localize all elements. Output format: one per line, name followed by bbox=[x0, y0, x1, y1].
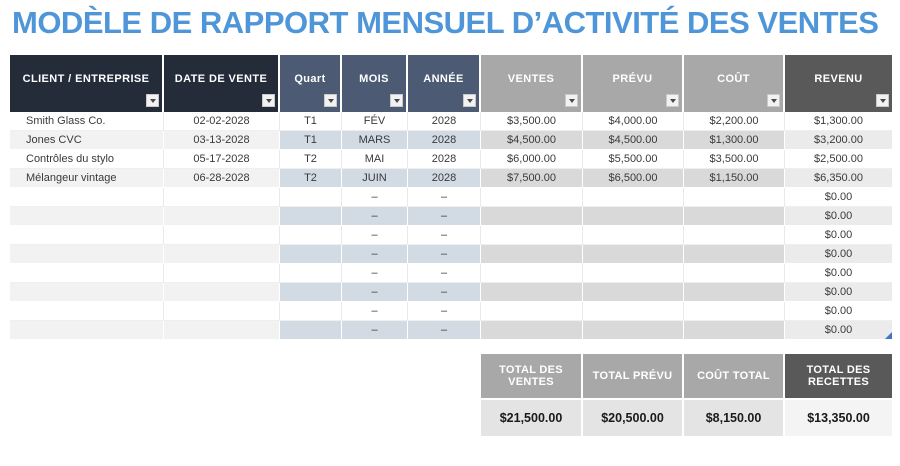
cell-revenue[interactable]: $0.00 bbox=[785, 207, 892, 226]
cell-client[interactable]: Smith Glass Co. bbox=[10, 112, 164, 131]
cell-year[interactable]: – bbox=[408, 302, 481, 321]
table-row bbox=[10, 245, 892, 264]
cell-cost[interactable] bbox=[684, 245, 785, 264]
cell-date[interactable] bbox=[164, 321, 280, 340]
cell-sales[interactable] bbox=[481, 245, 583, 264]
cell-year[interactable]: – bbox=[408, 264, 481, 283]
filter-button[interactable] bbox=[565, 94, 578, 107]
total-forecast-header: TOTAL PRÉVU bbox=[583, 354, 684, 398]
cell-revenue[interactable]: $6,350.00 bbox=[785, 169, 892, 188]
cell-sales[interactable] bbox=[481, 264, 583, 283]
cell-forecast[interactable] bbox=[583, 207, 684, 226]
cell-quarter[interactable] bbox=[280, 245, 342, 264]
cell-revenue[interactable]: $0.00 bbox=[785, 264, 892, 283]
cell-month[interactable]: MAI bbox=[342, 150, 408, 169]
table-body bbox=[10, 112, 892, 340]
column-header-forecast[interactable] bbox=[583, 55, 684, 112]
total-revenue-header: TOTAL DES RECETTES bbox=[785, 354, 892, 398]
total-cost-value[interactable]: $8,150.00 bbox=[684, 398, 785, 436]
chevron-down-icon bbox=[880, 99, 886, 103]
cell-quarter[interactable]: T1 bbox=[280, 131, 342, 150]
cell-forecast[interactable]: $4,000.00 bbox=[583, 112, 684, 131]
cell-client[interactable] bbox=[10, 226, 164, 245]
column-header-label: COÛT bbox=[717, 72, 750, 85]
cell-year[interactable]: – bbox=[408, 188, 481, 207]
filter-button[interactable] bbox=[666, 94, 679, 107]
cell-client[interactable] bbox=[10, 302, 164, 321]
cell-quarter[interactable] bbox=[280, 264, 342, 283]
cell-date[interactable]: 03-13-2028 bbox=[164, 131, 280, 150]
cell-quarter[interactable]: T1 bbox=[280, 112, 342, 131]
cell-sales[interactable] bbox=[481, 188, 583, 207]
cell-quarter[interactable] bbox=[280, 283, 342, 302]
cell-sales[interactable] bbox=[481, 321, 583, 340]
cell-cost[interactable] bbox=[684, 283, 785, 302]
column-header-label: DATE DE VENTE bbox=[174, 72, 268, 85]
cell-forecast[interactable] bbox=[583, 302, 684, 321]
cell-revenue[interactable]: $3,200.00 bbox=[785, 131, 892, 150]
column-header-label: MOIS bbox=[359, 72, 389, 85]
cell-revenue[interactable]: $0.00 bbox=[785, 321, 892, 340]
table-row bbox=[10, 150, 892, 169]
cell-forecast[interactable] bbox=[583, 188, 684, 207]
cell-year[interactable]: 2028 bbox=[408, 150, 481, 169]
cell-year[interactable]: – bbox=[408, 283, 481, 302]
filter-button[interactable] bbox=[463, 94, 476, 107]
cell-revenue[interactable]: $0.00 bbox=[785, 245, 892, 264]
cell-date[interactable] bbox=[164, 188, 280, 207]
filter-button[interactable] bbox=[390, 94, 403, 107]
cell-cost[interactable]: $2,200.00 bbox=[684, 112, 785, 131]
column-header-cost[interactable] bbox=[684, 55, 785, 112]
cell-sales[interactable]: $6,000.00 bbox=[481, 150, 583, 169]
total-revenue-value[interactable]: $13,350.00 bbox=[785, 398, 892, 436]
column-header-year[interactable] bbox=[408, 55, 481, 112]
cell-client[interactable] bbox=[10, 321, 164, 340]
chevron-down-icon bbox=[467, 99, 473, 103]
table-resize-handle[interactable] bbox=[885, 332, 892, 339]
cell-revenue[interactable]: $1,300.00 bbox=[785, 112, 892, 131]
cell-quarter[interactable] bbox=[280, 321, 342, 340]
cell-month[interactable]: – bbox=[342, 321, 408, 340]
column-header-label: ANNÉE bbox=[423, 72, 464, 85]
cell-month[interactable]: MARS bbox=[342, 131, 408, 150]
cell-cost[interactable] bbox=[684, 321, 785, 340]
cell-cost[interactable] bbox=[684, 226, 785, 245]
table-row bbox=[10, 321, 892, 340]
cell-date[interactable] bbox=[164, 226, 280, 245]
cell-year[interactable]: 2028 bbox=[408, 169, 481, 188]
cell-quarter[interactable] bbox=[280, 302, 342, 321]
cell-cost[interactable] bbox=[684, 207, 785, 226]
table-row bbox=[10, 302, 892, 321]
chevron-down-icon bbox=[670, 99, 676, 103]
cell-date[interactable] bbox=[164, 207, 280, 226]
cell-date[interactable]: 06-28-2028 bbox=[164, 169, 280, 188]
cell-sales[interactable] bbox=[481, 226, 583, 245]
cell-month[interactable]: – bbox=[342, 207, 408, 226]
cell-year[interactable]: – bbox=[408, 321, 481, 340]
column-header-label: VENTES bbox=[507, 72, 555, 85]
cell-date[interactable]: 02-02-2028 bbox=[164, 112, 280, 131]
filter-button[interactable] bbox=[876, 94, 889, 107]
cell-client[interactable]: Jones CVC bbox=[10, 131, 164, 150]
chevron-down-icon bbox=[150, 99, 156, 103]
cell-client[interactable] bbox=[10, 283, 164, 302]
cell-quarter[interactable] bbox=[280, 226, 342, 245]
cell-revenue[interactable]: $0.00 bbox=[785, 302, 892, 321]
cell-revenue[interactable]: $2,500.00 bbox=[785, 150, 892, 169]
table-row bbox=[10, 188, 892, 207]
cell-quarter[interactable]: T2 bbox=[280, 150, 342, 169]
cell-client[interactable]: Mélangeur vintage bbox=[10, 169, 164, 188]
cell-client[interactable]: Contrôles du stylo bbox=[10, 150, 164, 169]
cell-month[interactable]: FÉV bbox=[342, 112, 408, 131]
cell-quarter[interactable]: T2 bbox=[280, 169, 342, 188]
cell-month[interactable]: – bbox=[342, 188, 408, 207]
cell-sales[interactable]: $3,500.00 bbox=[481, 112, 583, 131]
cell-quarter[interactable] bbox=[280, 188, 342, 207]
cell-cost[interactable] bbox=[684, 302, 785, 321]
cell-date[interactable] bbox=[164, 245, 280, 264]
cell-cost[interactable]: $1,300.00 bbox=[684, 131, 785, 150]
cell-forecast[interactable]: $5,500.00 bbox=[583, 150, 684, 169]
total-sales-header: TOTAL DES VENTES bbox=[481, 354, 583, 398]
cell-cost[interactable]: $1,150.00 bbox=[684, 169, 785, 188]
cell-date[interactable] bbox=[164, 283, 280, 302]
cell-date[interactable]: 05-17-2028 bbox=[164, 150, 280, 169]
cell-month[interactable]: – bbox=[342, 283, 408, 302]
chevron-down-icon bbox=[394, 99, 400, 103]
cell-year[interactable]: – bbox=[408, 245, 481, 264]
cell-revenue[interactable]: $0.00 bbox=[785, 188, 892, 207]
cell-forecast[interactable] bbox=[583, 321, 684, 340]
table-row bbox=[10, 131, 892, 150]
column-header-date[interactable] bbox=[164, 55, 280, 112]
table-row bbox=[10, 283, 892, 302]
table-row bbox=[10, 264, 892, 283]
cell-month[interactable]: – bbox=[342, 264, 408, 283]
column-header-quarter[interactable] bbox=[280, 55, 342, 112]
table-row bbox=[10, 226, 892, 245]
totals-header-row bbox=[481, 354, 892, 398]
cell-month[interactable]: – bbox=[342, 302, 408, 321]
cell-sales[interactable] bbox=[481, 283, 583, 302]
cell-sales[interactable]: $7,500.00 bbox=[481, 169, 583, 188]
cell-date[interactable] bbox=[164, 302, 280, 321]
cell-cost[interactable] bbox=[684, 264, 785, 283]
column-header-sales[interactable] bbox=[481, 55, 583, 112]
chevron-down-icon bbox=[266, 99, 272, 103]
cell-sales[interactable]: $4,500.00 bbox=[481, 131, 583, 150]
chevron-down-icon bbox=[771, 99, 777, 103]
cell-year[interactable]: – bbox=[408, 226, 481, 245]
cell-client[interactable] bbox=[10, 188, 164, 207]
total-forecast-value[interactable]: $20,500.00 bbox=[583, 398, 684, 436]
total-cost-header: COÛT TOTAL bbox=[684, 354, 785, 398]
filter-button[interactable] bbox=[262, 94, 275, 107]
total-sales-value[interactable]: $21,500.00 bbox=[481, 398, 583, 436]
cell-forecast[interactable] bbox=[583, 245, 684, 264]
column-header-label: CLIENT / ENTREPRISE bbox=[22, 72, 150, 85]
cell-revenue[interactable]: $0.00 bbox=[785, 283, 892, 302]
cell-client[interactable] bbox=[10, 264, 164, 283]
cell-forecast[interactable]: $6,500.00 bbox=[583, 169, 684, 188]
cell-client[interactable] bbox=[10, 207, 164, 226]
cell-year[interactable]: 2028 bbox=[408, 112, 481, 131]
column-header-label: Quart bbox=[294, 72, 326, 85]
cell-cost[interactable] bbox=[684, 188, 785, 207]
column-header-label: PRÉVU bbox=[612, 72, 653, 85]
cell-month[interactable]: – bbox=[342, 226, 408, 245]
cell-client[interactable] bbox=[10, 245, 164, 264]
cell-date[interactable] bbox=[164, 264, 280, 283]
cell-revenue[interactable]: $0.00 bbox=[785, 226, 892, 245]
column-header-revenue[interactable] bbox=[785, 55, 892, 112]
sales-activity-table bbox=[10, 55, 892, 340]
column-header-label: REVENU bbox=[814, 72, 863, 85]
header-row bbox=[10, 55, 892, 112]
filter-button[interactable] bbox=[767, 94, 780, 107]
cell-sales[interactable] bbox=[481, 207, 583, 226]
page-title: MODÈLE DE RAPPORT MENSUEL D’ACTIVITÉ DES VENTES bbox=[12, 5, 879, 40]
chevron-down-icon bbox=[569, 99, 575, 103]
cell-forecast[interactable] bbox=[583, 226, 684, 245]
filter-button[interactable] bbox=[324, 94, 337, 107]
cell-month[interactable]: – bbox=[342, 245, 408, 264]
chevron-down-icon bbox=[328, 99, 334, 103]
cell-year[interactable]: 2028 bbox=[408, 131, 481, 150]
table-row bbox=[10, 207, 892, 226]
totals-table bbox=[481, 354, 892, 436]
cell-year[interactable]: – bbox=[408, 207, 481, 226]
cell-cost[interactable]: $3,500.00 bbox=[684, 150, 785, 169]
cell-forecast[interactable] bbox=[583, 283, 684, 302]
table-row bbox=[10, 169, 892, 188]
cell-quarter[interactable] bbox=[280, 207, 342, 226]
cell-forecast[interactable] bbox=[583, 264, 684, 283]
totals-value-row bbox=[481, 398, 892, 436]
cell-sales[interactable] bbox=[481, 302, 583, 321]
filter-button[interactable] bbox=[146, 94, 159, 107]
cell-month[interactable]: JUIN bbox=[342, 169, 408, 188]
table-row bbox=[10, 112, 892, 131]
cell-forecast[interactable]: $4,500.00 bbox=[583, 131, 684, 150]
column-header-client[interactable] bbox=[10, 55, 164, 112]
column-header-month[interactable] bbox=[342, 55, 408, 112]
